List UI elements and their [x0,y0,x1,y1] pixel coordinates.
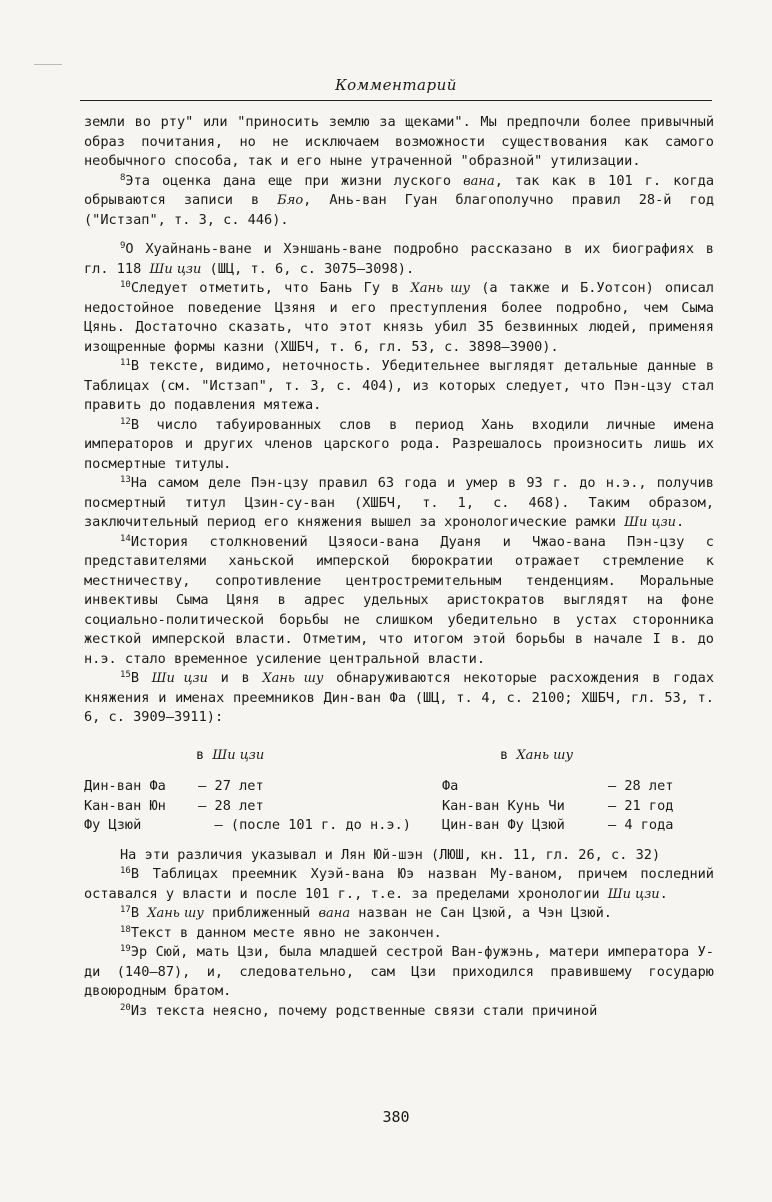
note-text: В [130,670,152,686]
note-text: В Таблицах преемник Хуэй-вана Юэ назван Му-ваном, причем последний оставался у власти и после 101 г., т.е. за пределами хронологии [84,866,714,902]
commentary-body [84,113,714,1021]
footnote-number: 12 [120,416,131,427]
footnote-number: 11 [120,358,131,368]
after-table-note: На эти различия указывал и Лян Юй-шэн (ЛЮШ, кн. 11, гл. 26, с. 32) [120,846,661,863]
footnote-number: 16 [120,866,131,876]
note-text: Эр Сюй, мать Цзи, была младшей сестрой Ван-фужэнь, матери императора У-ди (140–87), и, следовательно, сам Цзи приходился правившему государю двоюродным братом. [84,944,714,999]
note-text: В [130,905,148,921]
footnote-13 [84,474,714,533]
footnote-9 [84,240,714,279]
note-text: . [676,514,685,530]
italic-title: Хань шу [147,906,204,921]
note-text: История столкновений Цзяоси-вана Дуаня и Чжао-вана Пэн-цзу с представителями ханьской имперской бюрократии отражает стремление к местничеству, сопротивление центростремительным тенденциям. Моральные инвективы Сыма Цяня в адрес удельных аристократов выглядят на фоне социально-политической борьбы не слишком убедительно в устах сторонника жесткой имперской власти. Отметим, что итогом этой борьбы в начале I в. до н.э. стало временное усиление центральной власти. [84,533,714,667]
note-text: Из текста неясно, почему родственные связи стали причиной [130,1002,598,1019]
note-text: . [659,885,668,902]
footnote-15 [84,669,714,728]
right-column-heading: в Хань шу [500,746,574,763]
italic-title: Ши цзи [151,671,209,686]
scan-speck [34,64,62,65]
footnote-14 [84,533,714,670]
notes-list [84,172,714,728]
footnote-19 [84,943,714,1002]
left-column-heading: в Ши цзи [196,746,265,763]
note-text: , Ань-ван Гуан благополучно правил 28-й год ("Истзап", т. 3, с. 446). [84,192,715,228]
note-text: Следует отметить, что Бань Гу в [130,280,411,296]
italic-title: Бяо [277,193,304,208]
footnote-16 [84,865,714,904]
note-text: и в [208,670,263,686]
notes-list-continued [84,865,714,1021]
note-text: В тексте, видимо, неточность. Убедительнее выглядят детальные данные в Таблицах (см. "Истзап", т. 3, с. 404), из которых следует, что Пэн-цзу стал править до подавления мятежа. [84,358,714,413]
italic-title: Ши цзи [624,515,677,530]
intro-paragraph: земли во рту" или "приносить землю за щеками". Мы предпочли более привычный образ почитания, но не исключаем возможности существования как самого необычного способа, так и его ныне утраченной "образной" утилизации. [84,114,714,169]
italic-title: Ши цзи [607,886,660,902]
note-text: Эта оценка дана еще при жизни луского [125,172,464,189]
footnote-number: 17 [120,905,131,915]
note-text: приближенный [203,905,319,921]
footnote-number: 19 [120,944,131,954]
footnote-20 [84,1002,714,1022]
footnote-18 [84,924,714,944]
table-row: Фу Цзюй – (после 101 г. до н.э.) Цин-ван Фу Цзюй – 4 года [84,817,674,833]
note-text: (а также и Б.Уотсон) описал недостойное поведение Цзяня и его преступления более подробно, чем Сыма Цянь. Достаточно сказать, что этот князь убил 35 безвинных людей, применяя изощренные формы казни (ХШБЧ, т. 6, гл. 53, с. 3898–3900). [84,280,714,355]
note-text: На самом деле Пэн-цзу правил 63 года и умер в 93 г. до н.э., получив посмертный титул Цзин-су-ван (ХШБЧ, т. 1, с. 468). Таким образом, заключительный период его княжения вышел за хронологические рамки [84,475,714,530]
footnote-number: 13 [120,475,131,485]
footnote-number: 14 [120,533,131,544]
italic-title: Ши цзи [149,261,202,277]
note-text: (ШЦ, т. 6, с. 3075–3098). [201,260,415,277]
note-text: В число табуированных слов в период Хань входили личные имена императоров и других членов царского рода. Разрешалось произносить лишь их посмертные титулы. [84,416,714,472]
footnote-12 [84,416,714,475]
footnote-11 [84,357,714,416]
footnote-10 [84,279,714,357]
note-text: обнаруживаются некоторые расхождения в годах княжения и именах преемников Дин-ван Фа (ШЦ, т. 4, с. 2100; ХШБЧ, гл. 53, т. 6, с. 3909–3911): [84,670,715,725]
italic-title: Хань шу [262,671,324,686]
footnote-number: 10 [120,280,131,290]
footnote-number: 20 [120,1002,131,1013]
footnote-17 [84,904,714,924]
italic-title: вана [463,173,495,189]
note-text: Текст в данном месте явно не закончен. [130,924,442,941]
italic-title: вана [318,906,351,921]
footnote-8 [84,172,714,231]
footnote-number: 8 [120,172,126,183]
note-text: О Хуайнань-ване и Хэншань-ване подробно рассказано в их биографиях в гл. 118 [84,241,714,277]
footnote-number: 18 [120,924,131,935]
footnote-number: 15 [120,670,131,680]
page-number: 380 [382,1108,410,1126]
comparison-table [84,746,714,836]
table-row: Кан-ван Юн – 28 лет Кан-ван Кунь Чи – 21 год [84,797,674,814]
header-rule [80,100,712,101]
running-header: Комментарий [335,76,457,94]
table-row: Дин-ван Фа – 27 лет Фа – 28 лет [84,778,674,794]
note-text: , так как в 101 г. когда обрываются записи в [84,172,715,208]
comparison-table-header [84,746,714,766]
footnote-number: 9 [120,241,126,251]
italic-title: Хань шу [410,281,471,296]
note-text: назван не Сан Цзюй, а Чэн Цзюй. [350,905,612,921]
